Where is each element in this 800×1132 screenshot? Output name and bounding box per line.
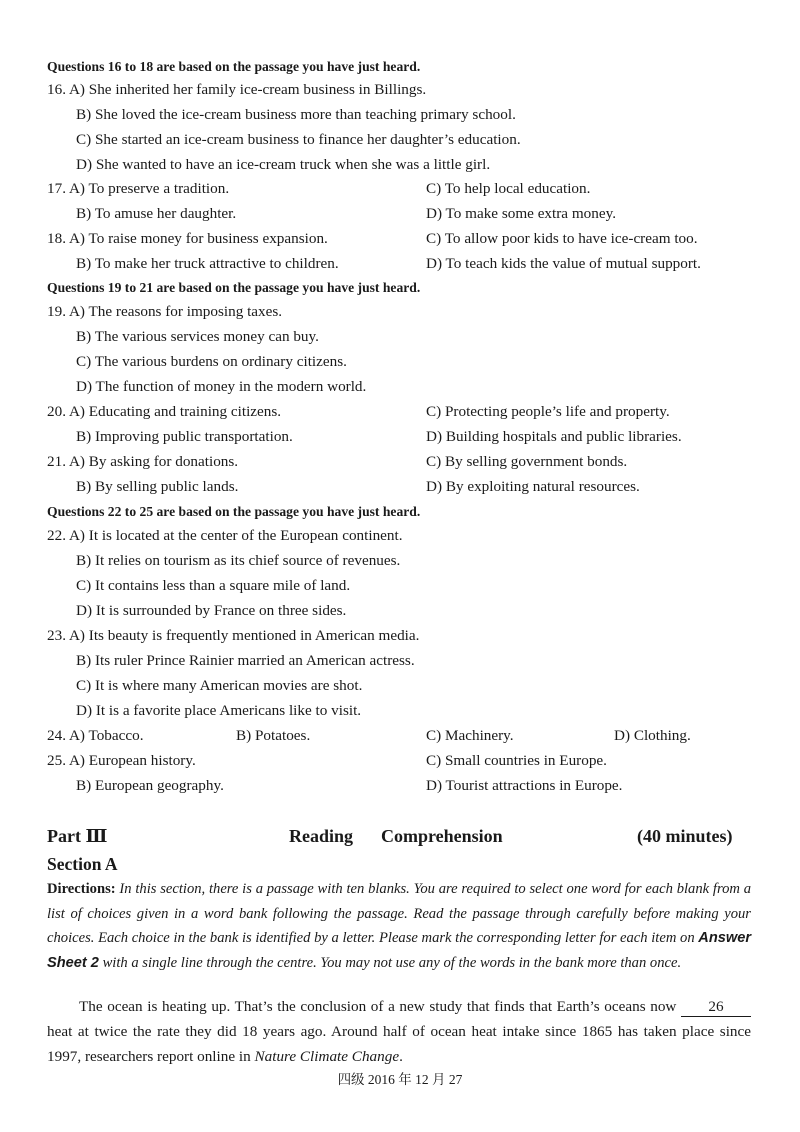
q25-option-c: C) Small countries in Europe. [426,752,607,769]
q16-option-c: C) She started an ice-cream business to finance her daughter’s education. [76,131,521,148]
q22-option-b: B) It relies on tourism as its chief source of revenues. [76,552,401,569]
q16-option-b: B) She loved the ice-cream business more than teaching primary school. [76,106,516,123]
q24-option-a: 24. A) Tobacco. [47,727,144,744]
q22-option-a: 22. A) It is located at the center of the European continent. [47,527,403,544]
section-title: Section A [47,854,118,874]
q23-option-b: B) Its ruler Prince Rainier married an American actress. [76,652,415,669]
q20-option-a: 20. A) Educating and training citizens. [47,403,282,420]
passage-paragraph [47,994,751,1069]
q25-option-a: 25. A) European history. [47,752,196,769]
q18-option-c: C) To allow poor kids to have ice-cream too. [426,230,698,247]
blank-26: 26 [681,998,751,1017]
q21-option-d: D) By exploiting natural resources. [426,478,640,495]
q19-option-d: D) The function of money in the modern world. [76,378,367,395]
answer-sheet-label: Answer Sheet 2 [47,930,751,971]
part-numeral: Ⅲ [85,826,108,847]
part-title-comprehension: Comprehension [381,826,503,846]
q21-option-b: B) By selling public lands. [76,478,239,495]
q21-option-a: 21. A) By asking for donations. [47,453,239,470]
q20-option-c: C) Protecting people’s life and property. [426,403,670,420]
directions-label: Directions: [47,881,116,897]
directions-paragraph [47,877,751,975]
q19-option-b: B) The various services money can buy. [76,328,319,345]
part-word: Part [47,826,81,846]
passage-text-2: heat at twice the rate they did 18 years ago. Around half of ocean heat intake since 1865 has taken place since 1997, researchers report online in [47,1023,751,1065]
part-time: (40 minutes) [637,826,733,846]
q23-option-d: D) It is a favorite place Americans like to visit. [76,702,362,719]
q23-option-c: C) It is where many American movies are shot. [76,677,363,694]
q25-option-b: B) European geography. [76,777,224,794]
q19-option-c: C) The various burdens on ordinary citizens. [76,353,347,370]
directions-text-2: with a single line through the centre. You may not use any of the words in the bank more than once. [98,954,682,971]
passage-text-1: The ocean is heating up. That’s the conclusion of a new study that finds that Earth’s oceans now [79,998,681,1015]
q20-option-d: D) Building hospitals and public libraries. [426,428,682,445]
q18-option-a: 18. A) To raise money for business expansion. [47,230,328,247]
q24-option-c: C) Machinery. [426,727,514,744]
section-header-22-25: Questions 22 to 25 are based on the passage you have just heard. [47,504,421,519]
q20-option-b: B) Improving public transportation. [76,428,293,445]
q17-option-b: B) To amuse her daughter. [76,205,237,222]
section-header-16-18: Questions 16 to 18 are based on the passage you have just heard. [47,59,421,74]
directions-text-1: In this section, there is a passage with ten blanks. You are required to select one word for each blank from a list of choices given in a word bank following the passage. Read the passage through carefully before making your choices. Each choice in the bank is identified by a letter. Please mark the corresponding letter for each item on [47,881,751,946]
part-label [47,826,107,847]
q17-option-c: C) To help local education. [426,180,591,197]
q19-option-a: 19. A) The reasons for imposing taxes. [47,303,283,320]
journal-name: Nature Climate Change [254,1048,400,1065]
q16-option-a: 16. A) She inherited her family ice-cream business in Billings. [47,81,427,98]
page-footer: 四级 2016 年 12 月 27 [337,1072,463,1087]
q24-option-d: D) Clothing. [614,727,691,744]
part-title-reading: Reading [289,826,354,846]
section-header-19-21: Questions 19 to 21 are based on the passage you have just heard. [47,280,421,295]
q16-option-d: D) She wanted to have an ice-cream truck when she was a little girl. [76,156,491,173]
passage-text-3: . [399,1048,403,1065]
q17-option-d: D) To make some extra money. [426,205,616,222]
q17-option-a: 17. A) To preserve a tradition. [47,180,230,197]
q22-option-c: C) It contains less than a square mile of land. [76,577,351,594]
q18-option-d: D) To teach kids the value of mutual support. [426,255,701,272]
q25-option-d: D) Tourist attractions in Europe. [426,777,623,794]
q18-option-b: B) To make her truck attractive to children. [76,255,339,272]
q22-option-d: D) It is surrounded by France on three sides. [76,602,347,619]
q23-option-a: 23. A) Its beauty is frequently mentioned in American media. [47,627,420,644]
q21-option-c: C) By selling government bonds. [426,453,628,470]
q24-option-b: B) Potatoes. [236,727,311,744]
